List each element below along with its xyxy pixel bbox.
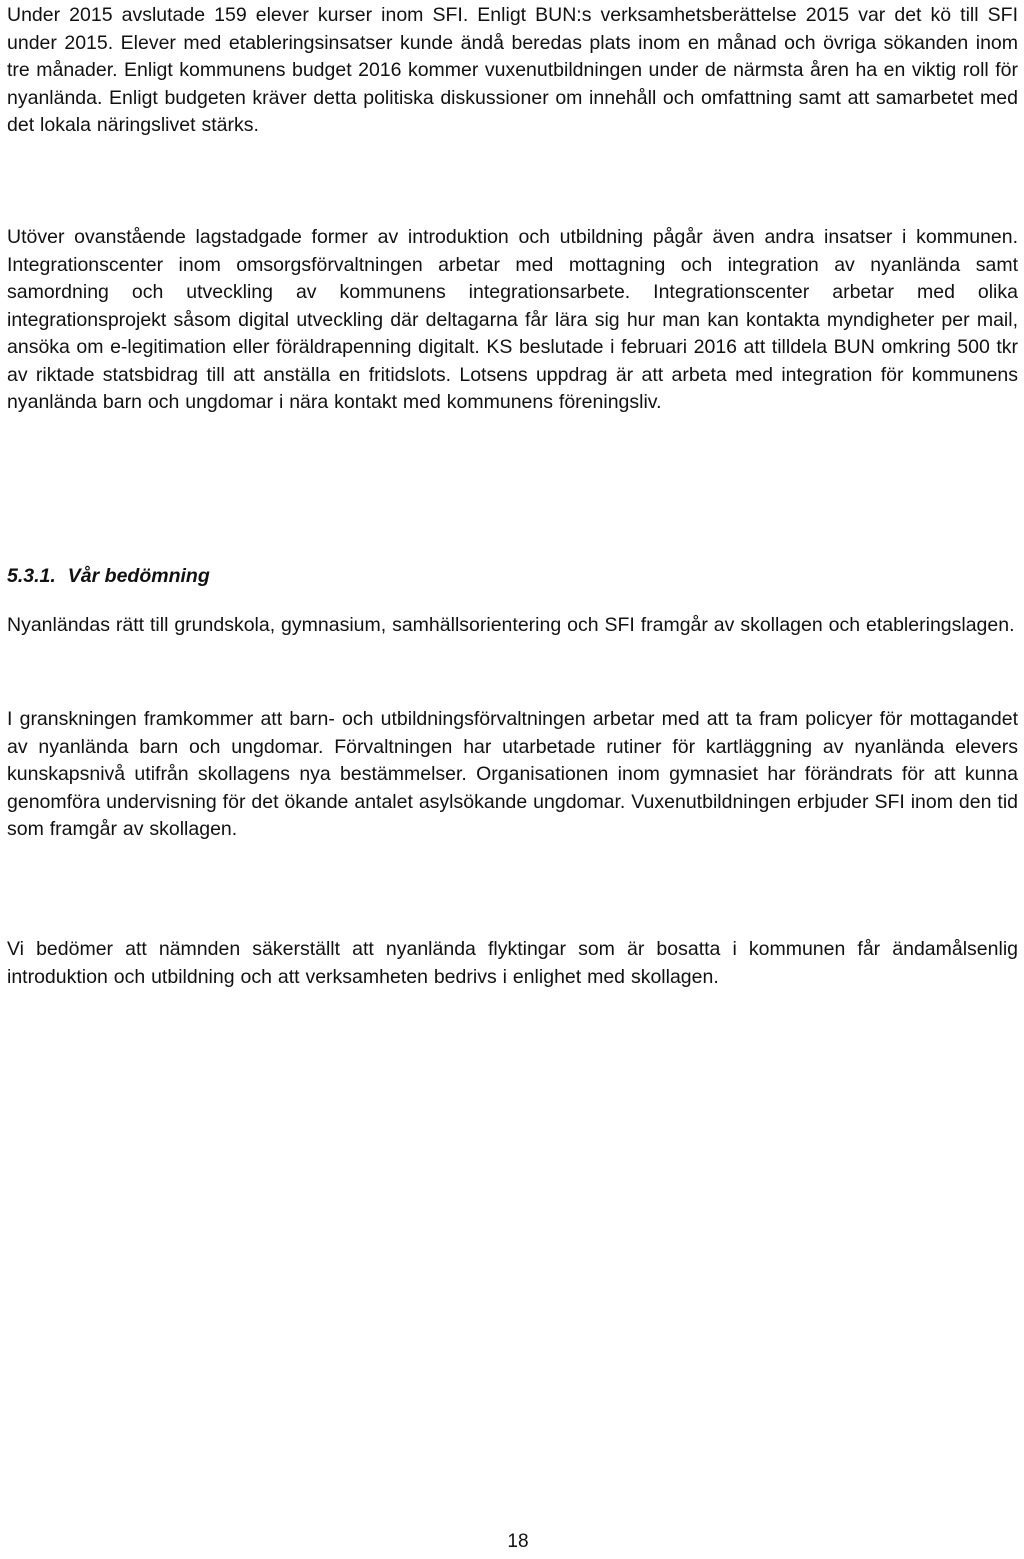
paragraph-review-findings: I granskningen framkommer att barn- och utbildningsförvaltningen arbetar med att ta fram policyer för mottagandet av nyanlända barn och ungdomar. Förvaltningen har utarbetade rutiner för kartläggning av nyanlända elevers kunskapsnivå utifrån skollagens nya bestämmelser. Organisationen inom gymnasiet har förändrats för att kunna genomföra undervisning för det ökande antalet asylsökande ungdomar. Vuxenutbildningen erbjuder SFI inom den tid som framgår av skollagen. <box>7 708 1018 840</box>
section-title: Vår bedömning <box>67 565 210 587</box>
paragraph-sfi-2015: Under 2015 avslutade 159 elever kurser inom SFI. Enligt BUN:s verksamhetsberättelse 2015 var det kö till SFI under 2015. Elever med etableringsinsatser kunde ändå beredas plats inom en månad och övriga sökanden inom tre månader. Enligt kommunens budget 2016 kommer vuxenutbildningen under de närmsta åren ha en viktig roll för nyanlända. Enligt budgeten kräver detta politiska diskussioner om innehåll och omfattning samt att samarbetet med det lokala näringslivet stärks. <box>7 4 1018 136</box>
paragraph-other-initiatives: Utöver ovanstående lagstadgade former av introduktion och utbildning pågår även andra insatser i kommunen. Integrationscenter inom omsorgsförvaltningen arbetar med mottagning och integration av nyanlända samt samordning och utveckling av kommunens integrationsarbete. Integrationscenter arbetar med olika integrationsprojekt såsom digital utveckling där deltagarna får lära sig hur man kan kontakta myndigheter per mail, ansöka om e-legitimation eller föräldrapenning digitalt. KS beslutade i februari 2016 att tilldela BUN omkring 500 tkr av riktade statsbidrag till att anställa en fritidslots. Lotsens uppdrag är att arbeta med integration för kommunens nyanlända barn och ungdomar i nära kontakt med kommunens föreningsliv. <box>7 226 1018 413</box>
section-heading <box>7 563 210 590</box>
paragraph-rights: Nyanländas rätt till grundskola, gymnasium, samhällsorientering och SFI framgår av skollagen och etableringslagen. <box>7 614 1015 636</box>
paragraph-assessment: Vi bedömer att nämnden säkerställt att nyanlända flyktingar som är bosatta i kommunen får ändamålsenlig introduktion och utbildning och att verksamheten bedrivs i enlighet med skollagen. <box>7 938 1018 988</box>
section-number: 5.3.1. <box>7 565 56 587</box>
page-number: 18 <box>507 1531 529 1552</box>
